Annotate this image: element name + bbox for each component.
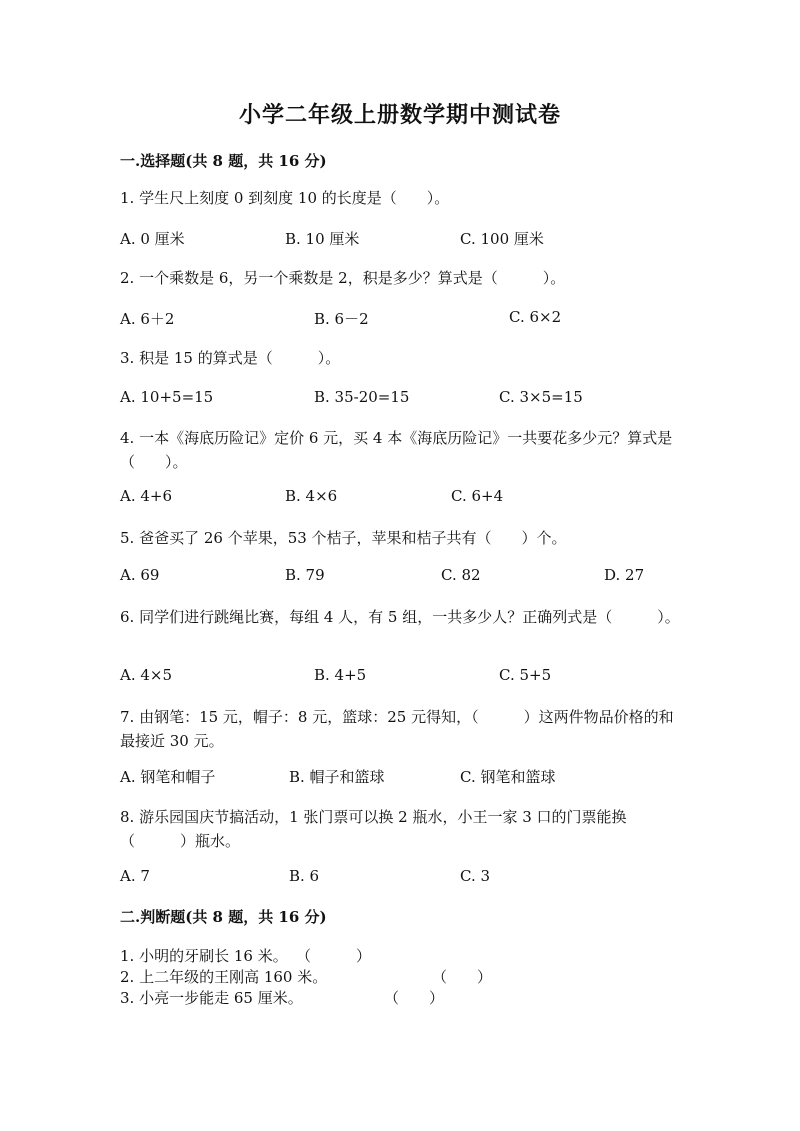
q4-option-b: B. 4×6 [285,487,338,505]
page-title: 小学二年级上册数学期中测试卷 [238,102,561,128]
q2-option-a: A. 6＋2 [120,310,175,328]
q8-option-b: B. 6 [289,867,320,885]
q7-option-c: C. 钢笔和篮球 [460,768,556,786]
q7-option-b: B. 帽子和篮球 [289,768,385,786]
question-1: 1. 学生尺上刻度 0 到刻度 10 的长度是（ ）。 [120,189,450,207]
question-4: 4. 一本《海底历险记》定价 6 元，买 4 本《海底历险记》一共要花多少元？算式是（ ）。 [120,429,673,471]
q6-option-c: C. 5+5 [499,666,552,684]
tf-item-2-blank: （ ） [432,968,493,986]
q8-option-a: A. 7 [120,867,150,885]
question-8: 8. 游乐园国庆节搞活动，1 张门票可以换 2 瓶水，小王一家 3 口的门票能换（ ）瓶水。 [120,808,627,850]
q2-option-c: C. 6×2 [509,308,562,326]
question-5: 5. 爸爸买了 26 个苹果，53 个桔子，苹果和桔子共有（ ）个。 [120,529,567,547]
tf-item-1-text: 1. 小明的牙刷长 16 米。 [120,947,288,965]
q1-option-c: C. 100 厘米 [460,230,544,248]
q5-option-d: D. 27 [604,566,645,584]
q5-option-b: B. 79 [285,566,325,584]
tf-item-2-text: 2. 上二年级的王刚高 160 米。 [120,968,328,986]
tf-item-3-blank: （ ） [384,989,445,1007]
q1-option-a: A. 0 厘米 [120,230,185,248]
section-heading-truefalse: 二.判断题(共 8 题，共 16 分) [120,908,327,926]
question-6: 6. 同学们进行跳绳比赛，每组 4 人，有 5 组，一共多少人？正确列式是（ ）。 [120,608,680,626]
q3-option-c: C. 3×5=15 [499,388,583,406]
question-7: 7. 由钢笔：15 元，帽子：8 元，篮球：25 元得知，（ ）这两件物品价格的和最接近 30 元。 [120,708,674,750]
q3-option-a: A. 10+5=15 [120,388,214,406]
question-3: 3. 积是 15 的算式是（ ）。 [120,349,341,367]
q6-option-a: A. 4×5 [120,666,173,684]
q8-option-c: C. 3 [460,867,491,885]
q4-option-a: A. 4+6 [120,487,173,505]
tf-item-3-text: 3. 小亮一步能走 65 厘米。 [120,989,303,1007]
q3-option-b: B. 35-20=15 [314,388,410,406]
tf-item-1-blank: （ ） [296,947,372,965]
q7-option-a: A. 钢笔和帽子 [120,768,216,786]
q5-option-a: A. 69 [120,566,160,584]
q5-option-c: C. 82 [441,566,481,584]
q6-option-b: B. 4+5 [314,666,367,684]
q4-option-c: C. 6+4 [451,487,504,505]
section-heading-choice: 一.选择题(共 8 题，共 16 分) [120,152,327,170]
q2-option-b: B. 6－2 [314,310,369,328]
q1-option-b: B. 10 厘米 [285,230,360,248]
question-2: 2. 一个乘数是 6，另一个乘数是 2，积是多少？算式是（ ）。 [120,269,566,287]
